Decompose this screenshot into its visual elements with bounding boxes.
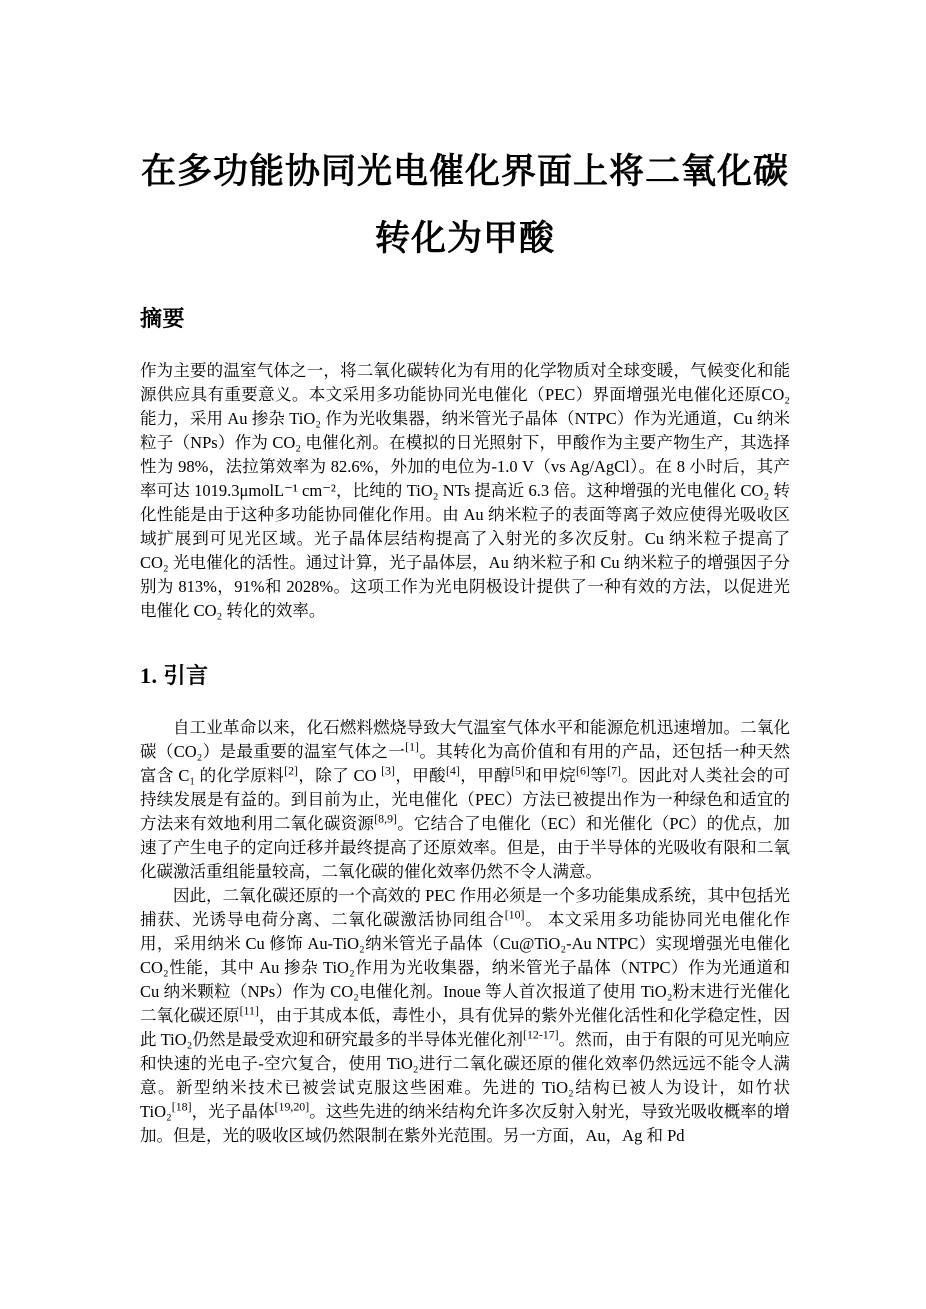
introduction-paragraph-2: 因此，二氧化碳还原的一个高效的 PEC 作用必须是一个多功能集成系统，其中包括光捕获、光诱导电荷分离、二氧化碳激活协同组合[10]。 本文采用多功能协同光电催化作用，采用纳米 Cu 修饰 Au-TiO₂纳米管光子晶体（Cu@TiO₂-Au NTPC）实现增强光电催化 CO₂性能，其中 Au 掺杂 TiO₂作用为光收集器，纳米管光子晶体（NTPC）作为光通道和 Cu 纳米颗粒（NPs）作为 CO₂电催化剂。Inoue 等人首次报道了使用 TiO₂粉末进行光催化二氧化碳还原[11]，由于其成本低，毒性小，具有优异的紫外光催化活性和化学稳定性，因此 TiO₂仍然是最受欢迎和研究最多的半导体光催化剂[12-17]。然而，由于有限的可见光响应和快速的光电子-空穴复合，使用 TiO₂进行二氧化碳还原的催化效率仍然远远不能令人满意。新型纳米技术已被尝试克服这些困难。先进的 TiO₂结构已被人为设计，如竹状 TiO₂[18]，光子晶体[19,20]。这些先进的纳米结构允许多次反射入射光，导致光吸收概率的增加。但是，光的吸收区域仍然限制在紫外光范围。另一方面，Au，Ag 和 Pd — [140, 886, 791, 1146]
document-title — [140, 138, 790, 272]
introduction-heading: 1. 引言 — [140, 663, 209, 689]
document-title-line-1: 在多功能协同光电催化界面上将二氧化碳 — [140, 152, 789, 191]
abstract-paragraph: 作为主要的温室气体之一，将二氧化碳转化为有用的化学物质对全球变暖，气候变化和能源供应具有重要意义。本文采用多功能协同光电催化（PEC）界面增强光电催化还原CO₂能力，采用 Au 掺杂 TiO₂ 作为光收集器，纳米管光子晶体（NTPC）作为光通道，Cu 纳米粒子（NPs）作为 CO₂ 电催化剂。在模拟的日光照射下，甲酸作为主要产物生产，其选择性为 98%，法拉第效率为 82.6%，外加的电位为-1.0 V（vs Ag/AgCl）。在 8 小时后，其产率可达 1019.3μmolL⁻¹ cm⁻²，比纯的 TiO₂ NTs 提高近 6.3 倍。这种增强的光电催化 CO₂ 转化性能是由于这种多功能协同催化作用。由 Au 纳米粒子的表面等离子效应使得光吸收区域扩展到可见光区域。光子晶体层结构提高了入射光的多次反射。Cu 纳米粒子提高了 CO₂ 光电催化的活性。通过计算，光子晶体层，Au 纳米粒子和 Cu 纳米粒子的增强因子分别为 813%，91%和 2028%。这项工作为光电阴极设计提供了一种有效的方法，以促进光电催化 CO₂ 转化的效率。 — [140, 361, 790, 621]
introduction-paragraph-1: 自工业革命以来，化石燃料燃烧导致大气温室气体水平和能源危机迅速增加。二氧化碳（CO₂）是最重要的温室气体之一[1]。其转化为高价值和有用的产品，还包括一种天然富含 C₁ 的化学原料[2]，除了 CO [3]，甲酸[4]，甲醇[5]和甲烷[6]等[7]。因此对人类社会的可持续发展是有益的。到目前为止，光电催化（PEC）方法已被提出作为一种绿色和适宜的方法来有效地利用二氧化碳资源[8,9]。它结合了电催化（EC）和光催化（PC）的优点，加速了产生电子的定向迁移并最终提高了还原效率。但是，由于半导体的光吸收有限和二氧化碳激活重组能量较高，二氧化碳的催化效率仍然不令人满意。 — [140, 718, 791, 882]
document-title-line-2: 转化为甲酸 — [374, 219, 555, 259]
abstract-heading: 摘要 — [140, 306, 186, 332]
